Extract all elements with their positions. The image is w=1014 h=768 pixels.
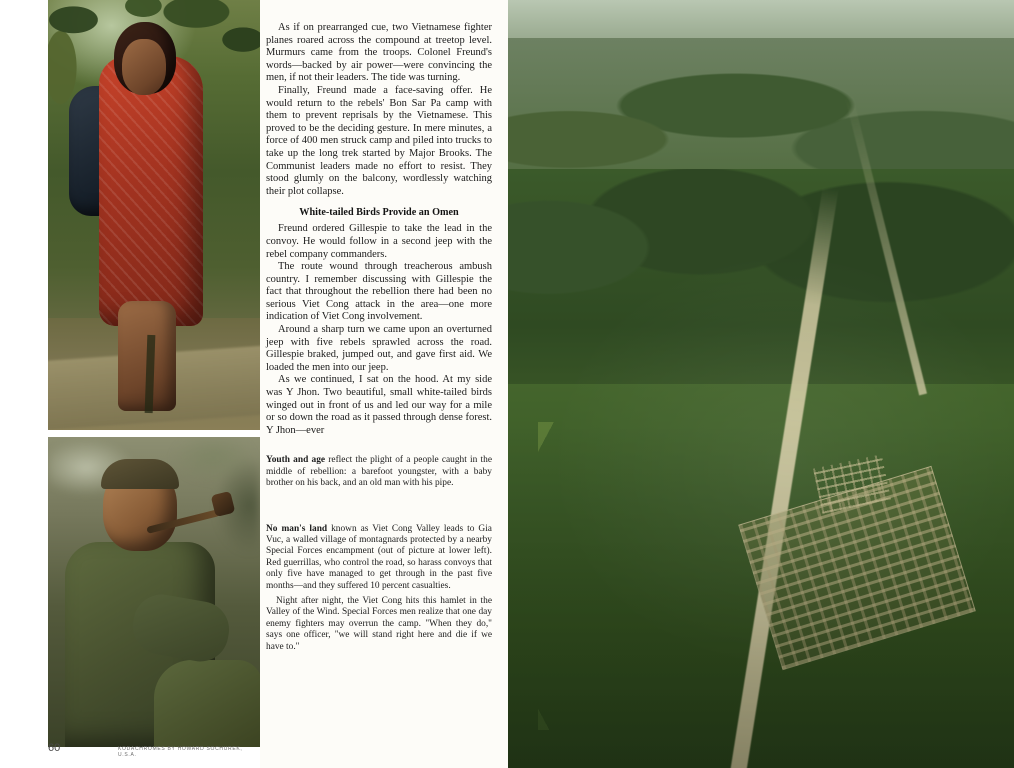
photo-boy-with-baby [48, 0, 260, 430]
photo-old-man-with-pipe [48, 437, 260, 747]
paragraph: As we continued, I sat on the hood. At my side was Y Jhon. Two beautiful, small white-tailed birds winged out in front of us and led our way for a mile or so down the road as it passed through dense forest. Y Jhon—ever [266, 374, 492, 436]
caption-text: Night after night, the Viet Cong hits this hamlet in the Valley of the Wind. Special Forces men realize that one day enemy fighters may overrun the camp. "When they do," says one officer, "we will stand right here and die if we have to." [266, 596, 492, 652]
text-column [266, 0, 492, 768]
caption-no-mans-land-continued [266, 596, 492, 653]
paragraph: Around a sharp turn we came upon an overturned jeep with five rebels sprawled across the road. Gillespie braked, jumped out, and gave first aid. We loaded the men into our jeep. [266, 324, 492, 373]
paragraph: Freund ordered Gillespie to take the lead in the convoy. He would follow in a second jeep with the rebel company commanders. [266, 223, 492, 260]
caption-lead: Youth and age [266, 455, 326, 466]
photo-credit: KODACHROMES BY HOWARD SOCHUREK, U.S.A. [118, 746, 243, 758]
photo-aerial-valley-gia-vuc [508, 0, 1014, 768]
caption-youth-and-age [266, 455, 492, 489]
article-body [266, 22, 492, 437]
left-photo-column [0, 0, 260, 768]
page-number: 60 [48, 742, 61, 754]
child-face [122, 39, 166, 95]
man-knee [154, 660, 260, 747]
caption-lead: No man's land [266, 523, 328, 534]
paragraph: As if on prearranged cue, two Vietnamese fighter planes roared across the compound at treetop level. Murmurs came from the troops. Colonel Freund's words—backed by air power—were convincing the men, if not their leaders. The tide was turning. [266, 22, 492, 84]
child-robe [99, 56, 203, 326]
caption-no-mans-land [266, 524, 492, 592]
caption-text: reflect the plight of a people caught in the middle of rebellion: a barefoot youngster, with a baby brother on his back, and an old man with his pipe. [266, 455, 492, 489]
caption-spacer [266, 490, 492, 506]
paragraph: Finally, Freund made a face-saving offer. He would return to the rebels' Bon Sar Pa camp with them to prevent reprisals by the Vietnamese. This proved to be the deciding gesture. In mere minutes, a force of 400 men struck camp and piled into trucks to take up the long trek started by Major Brooks. The Communist leaders made no effort to resist. They stood glumly on the balcony, wordlessly watching their plot collapse. [266, 84, 492, 197]
paragraph: The route wound through treacherous ambush country. I remember discussing with Gillespie the fact that throughout the rebellion there had been no serious Viet Cong attack in the area—one more indication of Viet Cong involvement. [266, 261, 492, 323]
man-cap [101, 459, 179, 489]
caption-text: known as Viet Cong Valley leads to Gia Vuc, a walled village of montagnards protected by a nearby Special Forces encampment (out of picture at lower left). Red guerrillas, who control the road, so harass convoys that only five have managed to get through in the past five months—and they suffered 10 percent casualties. [266, 523, 492, 591]
section-subhead: White-tailed Birds Provide an Omen [299, 207, 459, 219]
